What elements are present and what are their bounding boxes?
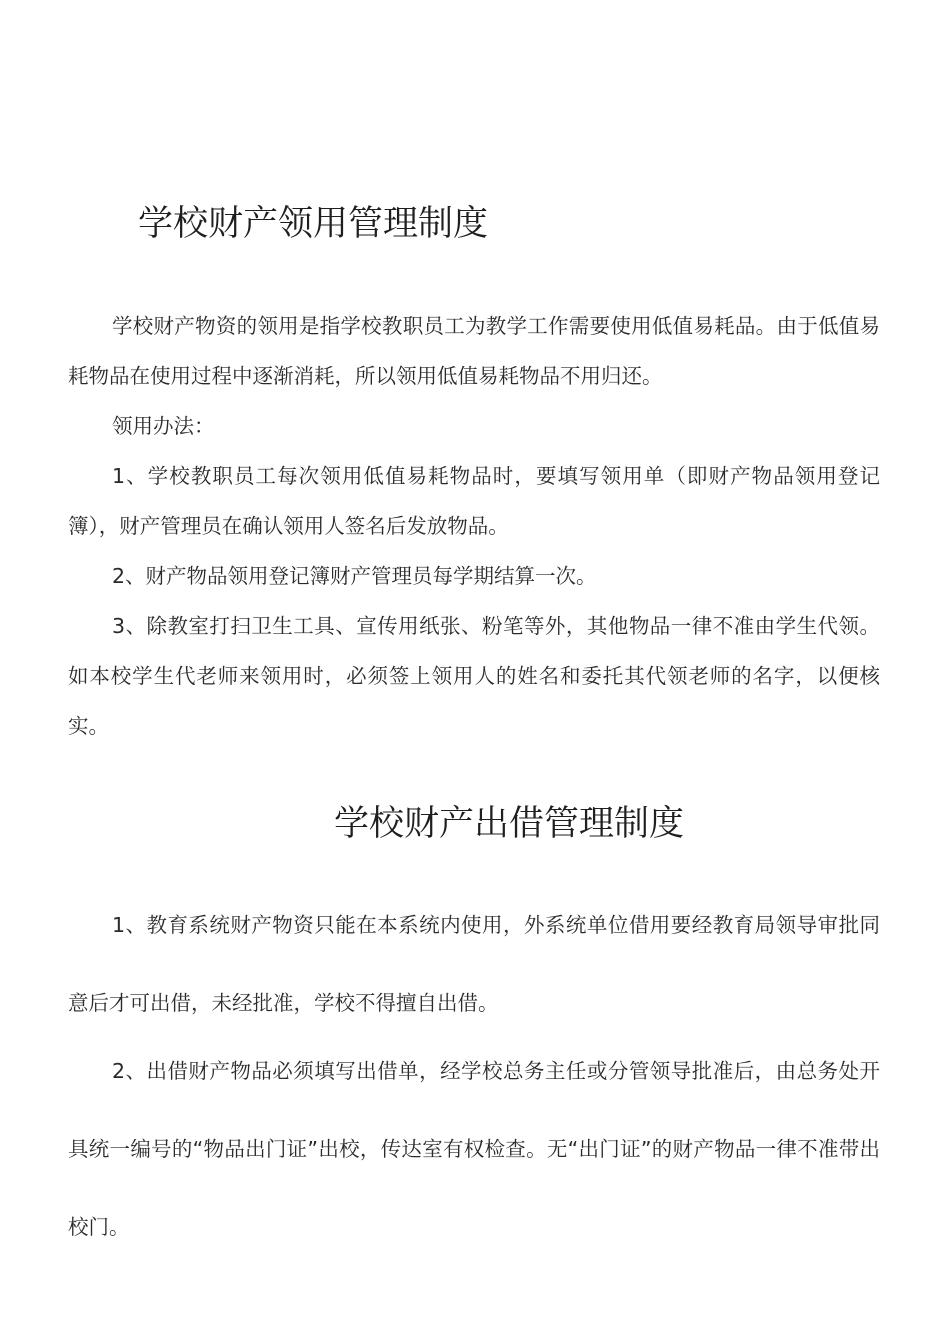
paragraph-requisition-intro: 学校财产物资的领用是指学校教职员工为教学工作需要使用低值易耗品。由于低值易耗物品在使用过程中逐渐消耗，所以领用低值易耗物品不用归还。 xyxy=(68,314,880,388)
paragraph-requisition-method-heading: 领用办法： xyxy=(112,414,215,438)
paragraph-lending-rule-2: 2、出借财产物品必须填写出借单，经学校总务主任或分管领导批准后，由总务处开具统一编号的“物品出门证”出校，传达室有权检查。无“出门证”的财产物品一律不准带出校门。 xyxy=(68,1059,880,1239)
paragraph-requisition-rule-1: 1、学校教职员工每次领用低值易耗物品时，要填写领用单（即财产物品领用登记簿），财产管理员在确认领用人签名后发放物品。 xyxy=(68,464,880,538)
paragraph-requisition-rule-2: 2、财产物品领用登记簿财产管理员每学期结算一次。 xyxy=(112,564,597,588)
section-title-lending: 学校财产出借管理制度 xyxy=(334,804,685,844)
section-title-requisition: 学校财产领用管理制度 xyxy=(138,204,489,244)
paragraph-lending-rule-1: 1、教育系统财产物资只能在本系统内使用，外系统单位借用要经教育局领导审批同意后才可出借，未经批准，学校不得擅自出借。 xyxy=(68,913,880,1015)
paragraph-requisition-rule-3: 3、除教室打扫卫生工具、宣传用纸张、粉笔等外，其他物品一律不准由学生代领。如本校学生代老师来领用时，必须签上领用人的姓名和委托其代领老师的名字，以便核实。 xyxy=(68,614,880,738)
